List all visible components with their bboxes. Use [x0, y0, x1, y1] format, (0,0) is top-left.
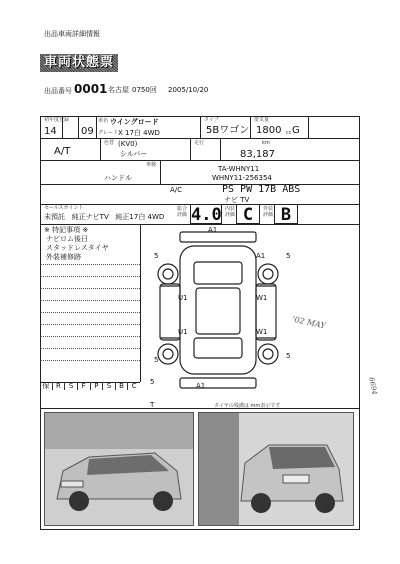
handwritten-date: '02 MAY [291, 314, 327, 331]
checklist [40, 382, 140, 408]
grade: X 17白 4WD [118, 129, 160, 137]
year-header: 初年度登録 [44, 117, 70, 123]
check-col: S [65, 382, 78, 390]
exterior-score: B [274, 204, 298, 224]
aircon: A/C [170, 186, 183, 194]
check-col: 保 [40, 382, 53, 390]
interior-score: C [236, 204, 260, 224]
mark-u1-left: U1 [178, 294, 188, 302]
note-1: ナビロム後日 [46, 235, 88, 243]
reg-year: 14 [44, 126, 57, 137]
color-code: (KV0) [118, 140, 138, 148]
handwritten-number: 6694 [367, 376, 379, 396]
lot-line [44, 86, 72, 96]
model-code: TA-WHNY11 [218, 165, 260, 173]
check-col: B [116, 382, 129, 390]
mark-5-fr: 5 [286, 252, 291, 260]
lot-number: 0001 [74, 82, 108, 96]
check-col: P [91, 382, 104, 390]
body-type: 5Bワゴン [206, 125, 250, 136]
car-front-image [45, 413, 193, 525]
reg-month: 09 [81, 126, 94, 137]
type-label: タイプ [204, 117, 219, 123]
sales-point-label: セールスポイント [44, 205, 84, 211]
check-col: R [53, 382, 66, 390]
fuel-type: G [292, 125, 300, 136]
notes-label: ※ 特記事項 ※ [44, 226, 89, 234]
mark-w1-right: W1 [256, 294, 268, 302]
displacement: 1800 [256, 125, 282, 136]
mark-a1-rear: A1 [196, 382, 206, 390]
shaken-label: 車検 [146, 162, 157, 168]
grade-label: グレード [98, 130, 119, 136]
mark-t: T [150, 401, 155, 409]
mark-5-rl-2: 5 [150, 378, 155, 386]
cc-unit: cc [286, 130, 292, 136]
equipment-2: ナビ TV [224, 196, 250, 204]
mark-5-rr: 5 [286, 352, 291, 360]
chassis-number: WHNY11-256354 [212, 174, 272, 182]
check-col: F [78, 382, 91, 390]
date: 2005/10/20 [168, 86, 209, 94]
mark-5-fl: 5 [154, 252, 159, 260]
car-name-label: 車名 [98, 118, 109, 124]
tire-note: タイヤの残溝は mm表示です [214, 403, 281, 409]
doc-title: 車両状態票 [40, 54, 118, 72]
mark-a1-right: A1 [256, 252, 266, 260]
car-photo-front [44, 412, 194, 526]
sales-point-text: 未預託 純正ナビTV 純正17白 4WD [44, 213, 165, 221]
interior-label: 内装評価 [225, 206, 236, 218]
page-heading: 出品車両詳細情報 [44, 30, 100, 38]
lot-label: 出品番号 [44, 87, 72, 95]
transmission: A/T [54, 146, 71, 157]
check-col: S [103, 382, 116, 390]
cc-label: 排気量 [254, 117, 270, 123]
car-photo-rear [198, 412, 354, 526]
mark-5-rl: 5 [154, 356, 159, 364]
mark-a1-front: A1 [208, 226, 218, 234]
color-label: 色替 [104, 140, 115, 146]
equipment: PS PW 17B ABS [222, 184, 301, 195]
mark-u1-left-2: U1 [178, 328, 188, 336]
car-name: ウイングロード [110, 118, 159, 126]
session: 0750回 [132, 86, 157, 94]
car-rear-image [199, 413, 353, 525]
exterior-label: 外装評価 [263, 206, 274, 218]
car-diagram [146, 226, 290, 394]
overall-score: 4.0 [191, 205, 222, 225]
handle-label: ハンドル [104, 174, 132, 182]
mark-w1-right-2: W1 [256, 328, 268, 336]
note-3: 外装補修跡 [46, 253, 81, 261]
overall-label: 総合評価 [177, 206, 188, 218]
note-2: スタッドレスタイヤ [46, 244, 109, 252]
mileage-unit: km [262, 140, 270, 146]
mileage: 83,187 [240, 149, 275, 160]
check-col: C [131, 382, 137, 390]
mileage-label: 走行 [194, 140, 205, 146]
venue: 名古屋 [108, 86, 129, 94]
color: シルバー [120, 150, 148, 158]
